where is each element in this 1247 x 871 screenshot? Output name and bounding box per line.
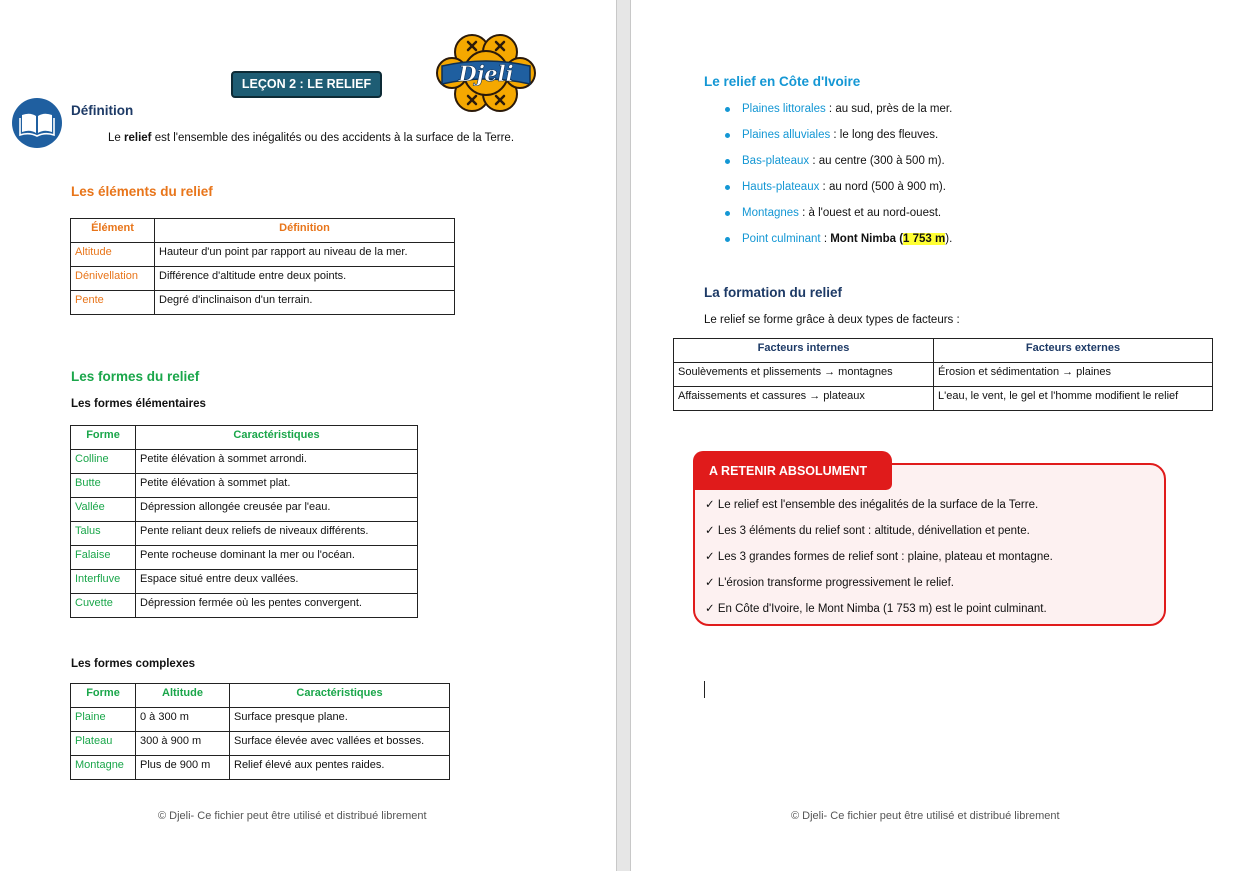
list-item: ✓ Le relief est l'ensemble des inégalités de la surface de la Terre. <box>705 499 1039 511</box>
table-header: Caractéristiques <box>136 426 418 450</box>
table-row <box>71 546 418 570</box>
table-cell: Falaise <box>71 546 136 570</box>
table-cell: Interfluve <box>71 570 136 594</box>
table-header: Forme <box>71 684 136 708</box>
table-cell: Colline <box>71 450 136 474</box>
table-cell: Espace situé entre deux vallées. <box>136 570 418 594</box>
table-cell: Érosion et sédimentation → plaines <box>934 363 1213 387</box>
highlighted-height: 1 753 m <box>903 233 946 245</box>
table-row <box>71 594 418 618</box>
table-header: Définition <box>155 219 455 243</box>
table-cell: Relief élevé aux pentes raides. <box>230 756 450 780</box>
table-cell: Pente rocheuse dominant la mer ou l'océan. <box>136 546 418 570</box>
list-item: ✓ En Côte d'Ivoire, le Mont Nimba (1 753 m) est le point culminant. <box>705 603 1047 615</box>
table-cell: Talus <box>71 522 136 546</box>
list-item: Hauts-plateaux : au nord (500 à 900 m). <box>742 178 952 204</box>
table-cell: Hauteur d'un point par rapport au niveau de la mer. <box>155 243 455 267</box>
table-cell: Degré d'inclinaison d'un terrain. <box>155 291 455 315</box>
list-item: Plaines alluviales : le long des fleuves. <box>742 126 952 152</box>
complex-forms-table <box>70 683 450 780</box>
table-row <box>71 267 455 291</box>
table-row <box>674 387 1213 411</box>
table-cell: Montagne <box>71 756 136 780</box>
table-row <box>71 243 455 267</box>
forms-heading: Les formes du relief <box>71 369 200 384</box>
table-row <box>71 450 418 474</box>
table-row <box>71 522 418 546</box>
table-cell: Pente reliant deux reliefs de niveaux différents. <box>136 522 418 546</box>
formation-heading: La formation du relief <box>704 285 843 300</box>
relief-ci-list <box>722 100 952 256</box>
table-row <box>71 474 418 498</box>
definition-heading: Définition <box>71 103 134 118</box>
formation-table <box>673 338 1213 411</box>
table-header: Élément <box>71 219 155 243</box>
table-cell: 300 à 900 m <box>136 732 230 756</box>
table-header: Facteurs externes <box>934 339 1213 363</box>
left-footer: © Djeli- Ce fichier peut être utilisé et distribué librement <box>158 810 427 822</box>
table-cell: Dépression allongée creusée par l'eau. <box>136 498 418 522</box>
djeli-logo <box>432 28 540 120</box>
table-cell: Surface presque plane. <box>230 708 450 732</box>
list-item: ✓ Les 3 éléments du relief sont : altitude, dénivellation et pente. <box>705 525 1030 537</box>
table-cell: Plateau <box>71 732 136 756</box>
table-cell: Dépression fermée où les pentes convergent. <box>136 594 418 618</box>
table-row <box>71 291 455 315</box>
table-cell: Plaine <box>71 708 136 732</box>
lesson-title: LEÇON 2 : LE RELIEF <box>231 71 382 98</box>
open-book-icon <box>12 98 62 148</box>
elementary-forms-heading: Les formes élémentaires <box>71 398 206 410</box>
list-item: Montagnes : à l'ouest et au nord-ouest. <box>742 204 952 230</box>
table-cell: 0 à 300 m <box>136 708 230 732</box>
list-item: ✓ L'érosion transforme progressivement le relief. <box>705 577 954 589</box>
table-cell: Plus de 900 m <box>136 756 230 780</box>
table-row <box>674 363 1213 387</box>
definition-text: Le relief est l'ensemble des inégalités ou des accidents à la surface de la Terre. <box>108 132 515 144</box>
relief-ci-heading: Le relief en Côte d'Ivoire <box>704 74 861 89</box>
text-cursor[interactable] <box>704 681 705 698</box>
retain-list <box>705 497 1053 627</box>
table-cell: Petite élévation à sommet plat. <box>136 474 418 498</box>
formation-intro: Le relief se forme grâce à deux types de facteurs : <box>704 314 960 326</box>
retain-title: A RETENIR ABSOLUMENT <box>693 451 892 490</box>
table-header: Forme <box>71 426 136 450</box>
table-cell: Différence d'altitude entre deux points. <box>155 267 455 291</box>
table-row <box>71 708 450 732</box>
right-footer: © Djeli- Ce fichier peut être utilisé et distribué librement <box>791 810 1060 822</box>
table-cell: L'eau, le vent, le gel et l'homme modifient le relief <box>934 387 1213 411</box>
list-item-summit: Point culminant : Mont Nimba (1 753 m). <box>742 230 952 256</box>
djeli-logo-text: Djeli <box>458 61 514 86</box>
table-header: Caractéristiques <box>230 684 450 708</box>
table-row <box>71 756 450 780</box>
table-cell: Dénivellation <box>71 267 155 291</box>
table-cell: Affaissements et cassures → plateaux <box>674 387 934 411</box>
page-gutter <box>616 0 631 871</box>
table-header: Facteurs internes <box>674 339 934 363</box>
table-cell: Soulèvements et plissements → montagnes <box>674 363 934 387</box>
table-cell: Petite élévation à sommet arrondi. <box>136 450 418 474</box>
table-cell: Surface élevée avec vallées et bosses. <box>230 732 450 756</box>
table-header: Altitude <box>136 684 230 708</box>
complex-forms-heading: Les formes complexes <box>71 658 196 670</box>
list-item: Plaines littorales : au sud, près de la mer. <box>742 100 952 126</box>
elements-table <box>70 218 455 315</box>
elements-heading: Les éléments du relief <box>71 184 213 199</box>
table-cell: Altitude <box>71 243 155 267</box>
table-row <box>71 732 450 756</box>
table-cell: Cuvette <box>71 594 136 618</box>
list-item: ✓ Les 3 grandes formes de relief sont : plaine, plateau et montagne. <box>705 551 1053 563</box>
table-row <box>71 498 418 522</box>
table-cell: Pente <box>71 291 155 315</box>
table-row <box>71 570 418 594</box>
elementary-forms-table <box>70 425 418 618</box>
list-item: Bas-plateaux : au centre (300 à 500 m). <box>742 152 952 178</box>
table-cell: Vallée <box>71 498 136 522</box>
table-cell: Butte <box>71 474 136 498</box>
